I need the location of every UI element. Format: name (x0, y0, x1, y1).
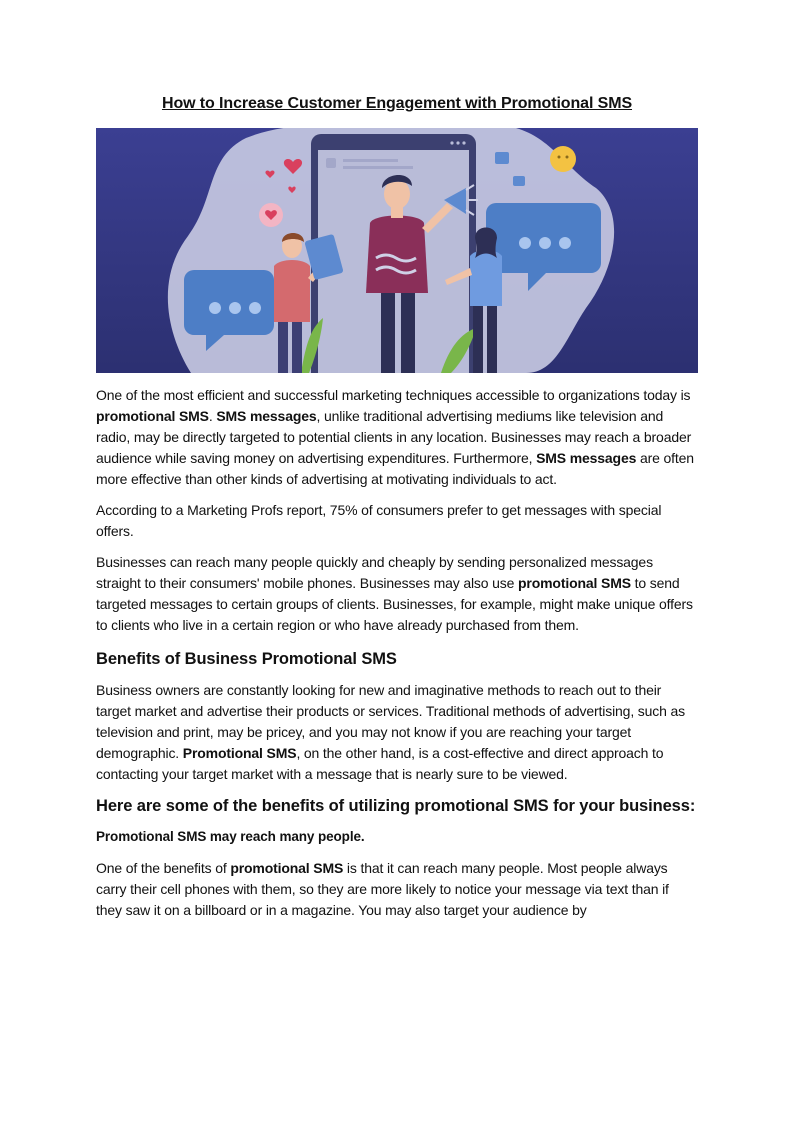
text-run: is that it can reach many people. Most people always carry their cell phones with them, so they are more likely to notice your message via text than if they saw it on a billboard or in a magazine. You may also target your audience by (96, 860, 669, 918)
text-run: . (208, 408, 217, 424)
text-run: One of the benefits of (96, 860, 231, 876)
document-page (96, 94, 698, 931)
bold-term: SMS messages (216, 408, 317, 424)
heading-benefits: Benefits of Business Promotional SMS (96, 650, 397, 668)
paragraph-reach (96, 858, 698, 921)
document-title: How to Increase Customer Engagement with Promotional SMS (161, 95, 633, 112)
text-run: , unlike traditional advertising mediums like television and radio, may be directly targeted to potential clients in any location. Businesses may reach a broader audience while saving money on advertising expenditures. Furthermore, (96, 408, 692, 466)
text-run: are often more effective than other kinds of advertising at motivating individuals to act. (96, 450, 694, 487)
bold-term: Promotional SMS (182, 745, 297, 761)
hero-illustration (96, 128, 698, 373)
text-run: Business owners are constantly looking for new and imaginative methods to reach out to their target market and advertise their products or services. Traditional methods of advertising, such as television and print, may be pricey, and you may not know if you are reaching your target demographic. (96, 682, 685, 761)
bold-term: SMS messages (536, 450, 637, 466)
thumbs-up-icon (495, 152, 509, 164)
emoji-badge-icon (550, 146, 576, 172)
text-run: One of the most efficient and successful marketing techniques accessible to organizations today is (96, 387, 691, 403)
paragraph-personalized (96, 552, 698, 636)
paragraph-benefits (96, 680, 698, 785)
paragraph-intro (96, 385, 698, 490)
bold-term: promotional SMS (96, 408, 209, 424)
heading-some-benefits: Here are some of the benefits of utilizing promotional SMS for your business: (96, 797, 696, 815)
bold-term: promotional SMS (230, 860, 344, 876)
paragraph-statistic: According to a Marketing Profs report, 75% of consumers prefer to get messages with special offers. (96, 502, 662, 539)
subheading-reach: Promotional SMS may reach many people. (96, 829, 365, 844)
bold-term: promotional SMS (518, 575, 631, 591)
text-run: Businesses can reach many people quickly and cheaply by sending personalized messages straight to their consumers' mobile phones. Businesses may also use (96, 554, 653, 591)
text-run: , on the other hand, is a cost-effective and direct approach to contacting your target market with a message that is nearly sure to be viewed. (96, 745, 664, 782)
text-run: to send targeted messages to certain groups of clients. Businesses, for example, might make unique offers to clients who live in a certain region or who have already purchased from them. (96, 575, 693, 633)
